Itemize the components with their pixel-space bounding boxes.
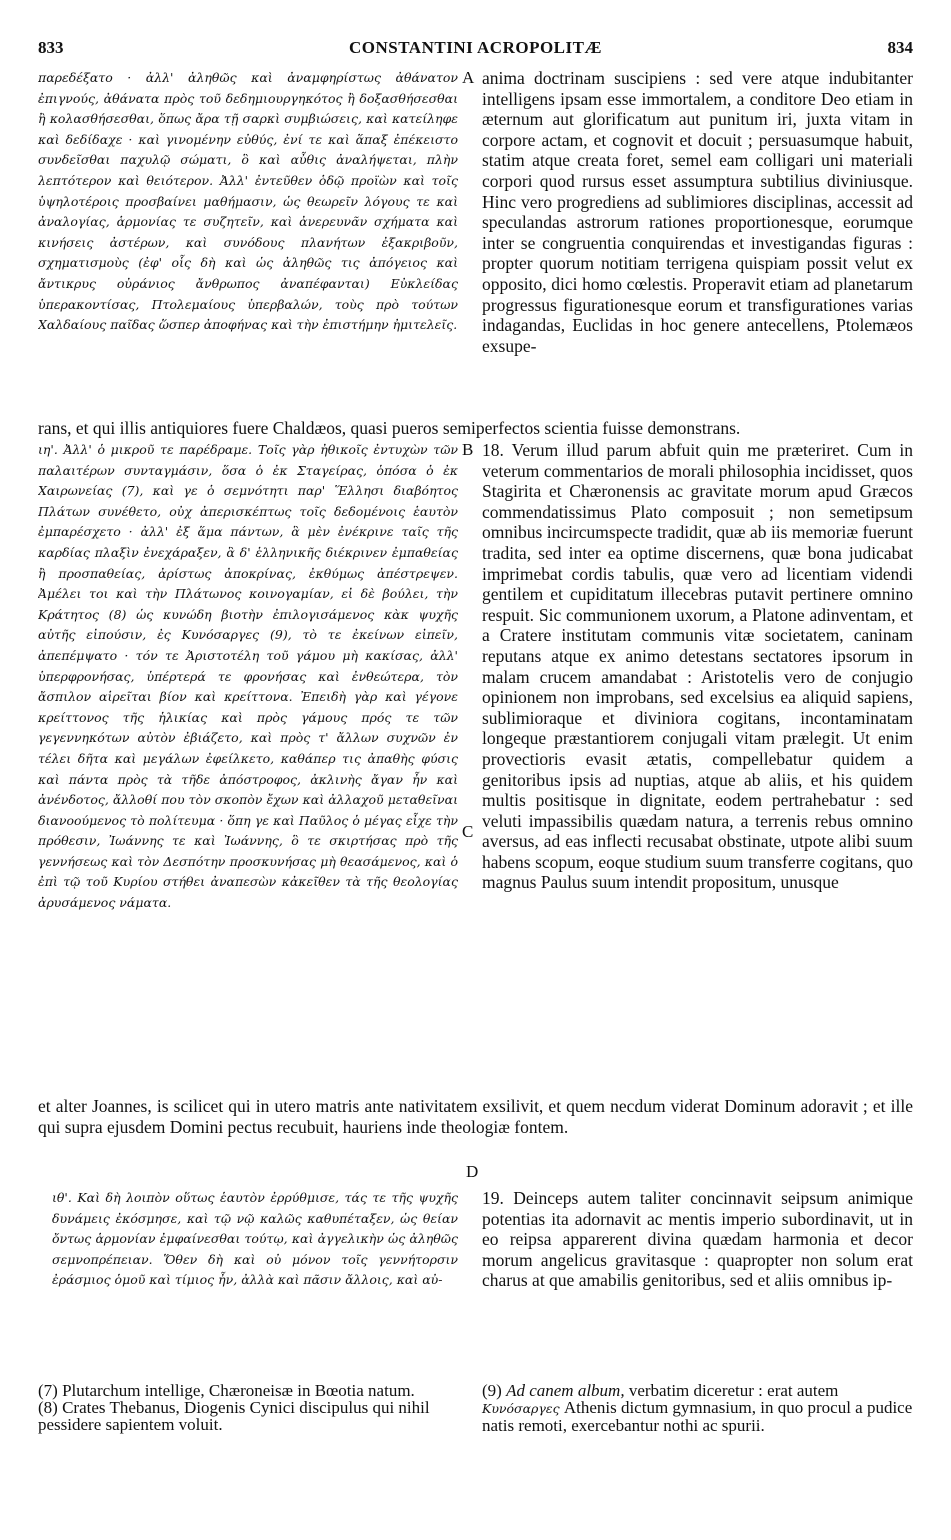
latin-continuation-a: rans, et qui illis antiquiores fuere Chaldæos, quasi pueros semiperfectos scientia fuisse demonstrans. [38, 418, 741, 438]
margin-letter-d: D [466, 1162, 479, 1181]
footnote-9-number: (9) [482, 1381, 507, 1400]
latin-continuation-b: et alter Joannes, is scilicet qui in utero matris ante nativitatem exsilivit, et quem necdum viderat Dominum adoravit ; et ille qui supra ejusdem Domini pectus recubuit, hauriens inde theologiæ fontem. [38, 1096, 913, 1137]
footnote-8: (8) Crates Thebanus, Diogenis Cynici discipulus qui nihil pessidere sapientem voluit. [38, 1398, 430, 1434]
greek-column-d: ιθ'. Καὶ δὴ λοιπὸν οὕτως ἑαυτὸν ἐρρύθμισε, τάς τε τῆς ψυχῆς δυνάμεις ἐκόσμησε, καὶ τῷ νῷ καλῶς καθυπέταξεν, ὡς θείαν ὄντως ἁρμονίαν ἐμφαίνεσθαι τούτῳ, καὶ ἀγγελικὴν ὡς ἀληθῶς σεμνοπρέπειαν. Ὅθεν δὴ καὶ οὐ μόνον τοῖς γεννήτορσιν ἐράσμιος ὁμοῦ καὶ τίμιος ἦν, ἀλλὰ καὶ πᾶσιν ἄλλοις, καὶ αὐ- [52, 1190, 458, 1288]
footnote-9-text-b: Athenis dictum gymnasium, in quo procul a pudice natis remoti, exercebantur nothi ac spurii. [482, 1398, 913, 1435]
footnotes-right [482, 1382, 913, 1434]
latin-column-b: 18. Verum illud parum abfuit quin me præteriret. Cum in veterum commentarios de morali philosophia incidisset, quos Stagirita et Chæronensis ac gravitate morum apud Græcos commendatissimus Plato composuit ; non semetipsum omnibus incircumspecte tradidit, quæ ab iis memoriæ fuerunt tradita, sed inter ea optime discernens, quæ bona judicabat imprimebat cordis tabulis, quæ vero ad licentiam videndi gentilem et cupiditatum illecebras putavit pertinere omnino respuit. Sic communionem uxorum, a Platone adinventam, et a Cratere institutam communis vitæ societatem, caninam reputans atque ex animo detestans sectatores ipsorum in malam crucem amandabat : Aristotelis vero de conjugio opinionem non improbans, sed excelsius ea aliquid sapiens, sublimioraque et diviniora cogitans, incontaminatam longeque præstantiorem conjugali vitam prælegit. Ut enim provectioris evasit ætatis, compellebatur quidem a genitoribus ipsis ad nuptias, atque ab aliis, et his quidem multis positisque in dignitate, eodem pertrahebatur : sed veluti impassibilis quædam natura, a terrenis rebus omnino aversus, ad eas inflecti recusabat obstinate, utpote alibi suum habens scopum, eoque studium suum transferre cogitans, quo magnus Paulus suum intendit propositum, unusque [482, 440, 913, 893]
margin-letter-a: A [462, 68, 475, 87]
page-number-left: 833 [38, 38, 64, 57]
footnote-7: (7) Plutarchum intellige, Chæroneisæ in Bœotia natum. [38, 1381, 415, 1400]
footnotes-left [38, 1382, 458, 1433]
greek-column-b: ιη'. Ἀλλ' ὁ μικροῦ τε παρέδραμε. Τοῖς γὰρ ἠθικοῖς ἐντυχὼν τῶν παλαιτέρων συνταγμάσιν, ὅσα ὁ ἐκ Σταγείρας, ὁπόσα ὁ ἐκ Χαιρωνείας (7), καὶ γε ὁ σεμνότητι παρ' Ἕλλησι διαβόητος Πλάτων συνέθετο, οὐχ ἀπερισκέπτως τοῖς δεδομένοις ἑαυτὸν ἐμπαρέσχετο · ἀλλ' ἐξ ἅμα πάντων, ἃ μὲν ἐνέκρινε ταῖς τῆς καρδίας πλαξὶν ἐνεχάραξεν, ἃ δ' ἑλληνικῆς διέκρινεν ἐμπαθείας ἢ προσπαθείας, ἀρίστως ἀποκρίνας, ἐκθύμως ἀπέστρεψεν. Ἀμέλει τοι καὶ τὴν Πλάτωνος κοινογαμίαν, εἰ δὲ βούλει, τὴν Κράτητος (8) ὡς κυνώδη βιοτὴν ἐπιλογισάμενος κὰκ ψυχῆς αὐτῆς εἰπούσιν, ἐς Κυνόσαργες (9), τὸ τε ἐκείνων εἰπεῖν, ἀπεπέμψατο · τόν τε Ἀριστοτέλη τοῦ γάμου μὴ κακίσας, ἀλλ' ὑπερφρονήσας, ὑπέρτερά τε φρονήσας καὶ ἐνθεώτερα, τὸν ἄσπιλον αἱρεῖται βίον καὶ κρείττονα. Ἐπειδὴ γὰρ καὶ γέγονε κρείττονος τῆς ἡλικίας καὶ πρὸς γάμους πρός τε τῶν γεγεννηκότων αὐτὸν ἐβιάζετο, καὶ πρὸς τ' ἄλλων συχνῶν ἐν τέλει δῆτα καὶ μεγάλων ἐφείλκετο, καθάπερ τις ἀπαθὴς φύσις καὶ πάντα πρὸς τὰ τῆδε ἀπόστροφος, ἀκλινὴς ἄγαν ἦν καὶ ἀνένδοτος, ἄλλοθί που τὸν σκοπὸν ἔχων καὶ ἀλλαχοῦ μεταθεῖναι διανοούμενος τὸ πολίτευμα · ὅπη γε καὶ Παῦλος ὁ μέγας εἶχε τὴν πρόθεσιν, Ἰωάννης τε καὶ Ἰωάννης, ὃ τε σκιρτήσας πρὸ τῆς γεννήσεως καὶ τὸν Δεσπότην προσκυνήσας μὴ θεασάμενος, καὶ ὁ ἐπὶ τῷ τοῦ Κυρίου στήθει ἀναπεσὼν κἀκεῖθεν τὰ τῆς θεολογίας ἀρυσάμενος νάματα. [38, 442, 458, 911]
footnote-9-text-a: verbatim diceretur : erat autem [624, 1381, 839, 1400]
footnote-9-italic: Ad canem album, [506, 1381, 625, 1400]
footnote-9 [482, 1382, 913, 1434]
page-number-right: 834 [887, 38, 913, 57]
greek-column-a: παρεδέξατο · ἀλλ' ἀληθῶς καὶ ἀναμφηρίστως ἀθάνατον ἐπιγνούς, ἀθάνατα πρὸς τοῦ δεδημιουργηκότος ἢ δοξασθήσεσθαι ἢ κολασθήσεσθαι, ὅπως ἄρα τῇ σαρκὶ συμβιώσεις, καὶ κατείληφε καὶ δεδίδαχε · καὶ γινομένην εὐθύς, ἐνί τε καὶ ἅπαξ ἐπέκειστο συνδεῖσθαι παχυλῷ σώματι, ὃ καὶ αὖθις ἀναλήψεται, πλὴν λεπτότερον καὶ θειότερον. Ἀλλ' ἐντεῦθεν ὁδῷ προϊὼν καὶ τοῖς ὑψηλοτέροις προσβαίνει μαθήμασιν, ὡς θεωρεῖν λόγους τε καὶ ἀναλογίας, ἁρμονίας τε συζητεῖν, καὶ ἀνερευνᾶν σχήματα καὶ κινήσεις ἀστέρων, καὶ συνόδους πλανήτων ἐξακριβοῦν, σχηματισμοὺς (ἐφ' οἷς δὴ καὶ ὡς ἀληθῶς τις ἀπόγειος καὶ ἄντικρυς οὐράνιος ἄνθρωπος ἀναπέφανται) Εὐκλείδας ὑπερακοντίσας, Πτολεμαίους ὑπερβαλών, τοὺς πρὸ τούτων Χαλδαίους παῖδας ὥσπερ ἀποφήνας καὶ τὴν ἐπιστήμην ἠμιτελεῖς. [38, 70, 458, 333]
footnote-9-greek: Κυνόσαργες [482, 1401, 560, 1416]
latin-column-a: anima doctrinam suscipiens : sed vere atque indubitanter intelligens ipsam esse immortalem, a conditore Deo etiam in æternum aut glorificatum aut punitum iri, juxta vitam in corpore actam, et cognovit et docuit ; persuasumque habuit, statim atque creata foret, semel eam colligari uni materiali corpori quod rursus esset assumptura subtilius diviniusque. Hinc vero progrediens ad sublimiores disciplinas, accessit ad speculandas astrorum rationes proportionesque, eorumque inter se congruentia conquirendas et investigandas figuras : propter quorum notitiam terrigena quispiam possit velut ex opposito, dici homo cœlestis. Properavit etiam ad planetarum progressus figurationesque eorum et transfigurationes varias indagandas, Euclidas in hoc genere antecellens, Ptolemæos exsupe- [482, 68, 913, 356]
margin-letter-c: C [462, 822, 474, 841]
running-title: CONSTANTINI ACROPOLITÆ [349, 38, 602, 57]
latin-column-d: 19. Deinceps autem taliter concinnavit seipsum animique potentias ita adornavit ac mentis imperio subordinavit, ut in eo reipsa apparerent divina quædam harmonia et decor morum angelicus gravitasque : quapropter non solum erat charus at que amabilis genitoribus, sed et aliis omnibus ip- [482, 1188, 913, 1291]
margin-letter-b: B [462, 440, 474, 459]
running-header [38, 38, 913, 62]
